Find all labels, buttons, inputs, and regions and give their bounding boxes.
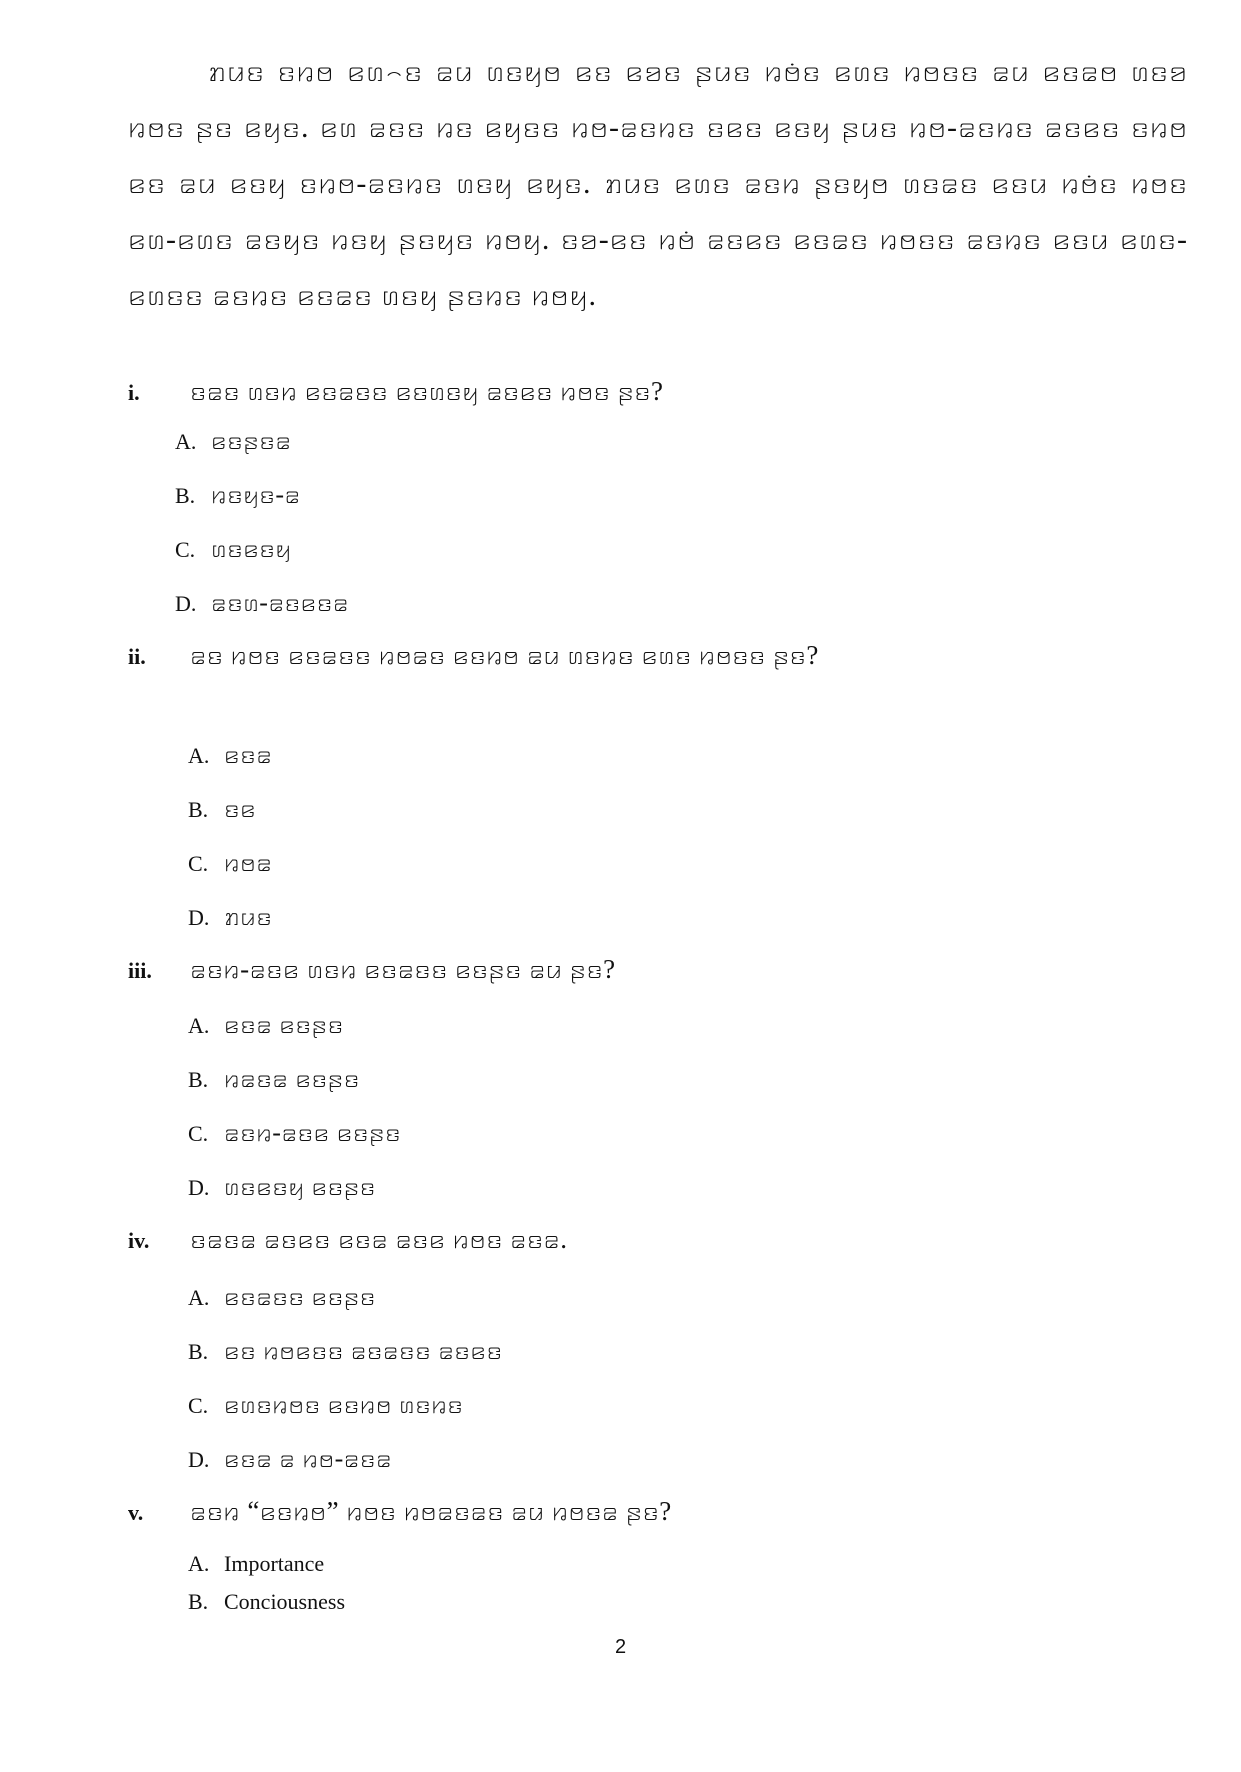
option-b[interactable] xyxy=(175,480,301,510)
option-c[interactable] xyxy=(175,534,292,564)
option-c[interactable] xyxy=(188,1118,401,1148)
option-text: ꤕꤢꤘ ꤘ ꤙꤥ-ꤘꤢꤘ xyxy=(224,1444,393,1473)
option-a[interactable] xyxy=(188,740,272,770)
option-letter: B. xyxy=(188,1067,209,1092)
question-text: ꤘꤢꤙ “ꤕꤢꤙꤥ” ꤙꤥꤢ ꤙꤥꤘꤢꤘꤢ ꤘꤣ ꤙꤥꤢꤘ ꤔꤢ? xyxy=(190,1496,672,1526)
option-text: ꤕꤢ ꤙꤥꤕꤢꤢ ꤘꤢꤘꤢꤢ ꤘꤢꤕꤢ xyxy=(224,1336,503,1365)
option-text: ꤢꤕ xyxy=(224,794,257,823)
option-text: ꤛꤢꤕꤢꤟ xyxy=(211,534,292,563)
option-letter: C. xyxy=(175,537,196,562)
option-letter: A. xyxy=(175,429,197,454)
option-b[interactable] xyxy=(188,1064,360,1094)
option-letter: B. xyxy=(175,483,196,508)
passage-text: ꤊꤣꤢ ꤢꤙꤥ ꤕꤛ꤮ꤢ ꤘꤣ ꤛꤢꤟꤥ ꤕꤢ ꤕꤤꤢ ꤔꤣꤢ ꤙꤥꤦꤢ ꤕꤛꤢ ꤙꤥꤢꤢ ꤘꤣ ꤕꤢꤘꤥ ꤛꤢꤤ ꤙꤥꤢ ꤔꤢ ꤕꤟꤢ. ꤕꤛ ꤘꤢꤢ ꤙꤢ ꤕꤟꤢꤢ ꤙꤥ-ꤘꤢꤙꤢ ꤢꤕꤢ ꤕꤢꤟ ꤔꤣꤢ ꤙꤥ-ꤘꤢꤙꤢ ꤘꤢꤕꤢ ꤢꤙꤥ ꤕꤢ ꤘꤣ ꤕꤢꤟ ꤢꤙꤥ-ꤘꤢꤙꤢ ꤛꤢꤟ ꤕꤟꤢ. ꤊꤣꤢ ꤕꤛꤢ ꤘꤢꤙ ꤔꤢꤟꤥ ꤛꤢꤘꤢ ꤕꤢꤣ ꤙꤥꤦꤢ ꤙꤥꤢ ꤕꤛ-ꤕꤛꤢ ꤘꤢꤟꤢ ꤙꤢꤟ ꤔꤢꤟꤢ ꤙꤥꤟ. ꤢꤤ-ꤕꤢ ꤙꤥꤦ ꤘꤢꤕꤢ ꤕꤢꤘꤢ ꤙꤥꤢꤢ ꤘꤢꤙꤢ ꤕꤢꤣ ꤕꤛꤢ-ꤕꤛꤢꤢ ꤘꤢꤙꤢ ꤕꤢꤘꤢ ꤛꤢꤟ ꤔꤢꤙꤢ ꤙꤥꤟ. xyxy=(128,55,1188,312)
option-text: ꤙꤥꤘ xyxy=(224,848,273,877)
option-letter: D. xyxy=(188,1175,210,1200)
question-1 xyxy=(128,376,1188,407)
option-letter: B. xyxy=(188,1589,209,1614)
question-number: v. xyxy=(128,1500,144,1525)
question-text: ꤢꤘꤢ ꤛꤢꤙ ꤕꤢꤘꤢꤢ ꤕꤢꤛꤢꤟ ꤘꤢꤕꤢ ꤙꤥꤢ ꤔꤢ? xyxy=(190,376,664,406)
option-letter: A. xyxy=(188,1551,210,1576)
option-d[interactable] xyxy=(188,902,272,932)
option-letter: A. xyxy=(188,1013,210,1038)
option-b[interactable] xyxy=(188,1336,503,1366)
option-letter: D. xyxy=(188,905,210,930)
option-letter: B. xyxy=(188,797,209,822)
question-number: ii. xyxy=(128,644,146,669)
option-a[interactable] xyxy=(188,1550,324,1578)
option-text: ꤊꤣꤢ xyxy=(224,902,273,931)
question-3 xyxy=(128,954,1188,985)
option-letter: A. xyxy=(188,1285,210,1310)
question-4 xyxy=(128,1224,1188,1255)
question-2 xyxy=(128,640,1188,671)
question-text: ꤢꤘꤢꤘ ꤘꤢꤕꤢ ꤕꤢꤘ ꤘꤢꤕ ꤙꤥꤢ ꤘꤢꤘ. xyxy=(190,1224,568,1254)
option-text: ꤙꤘꤢꤘ ꤕꤢꤔꤢ xyxy=(224,1064,360,1093)
option-text: ꤕꤢꤘ ꤕꤢꤔꤢ xyxy=(224,1010,344,1039)
option-c[interactable] xyxy=(188,1390,463,1420)
option-text: Conciousness xyxy=(224,1589,345,1614)
question-5 xyxy=(128,1496,1188,1527)
option-letter: A. xyxy=(188,743,210,768)
option-text: ꤕꤢꤘꤢꤢ ꤕꤢꤔꤢ xyxy=(224,1282,376,1311)
option-text: ꤘꤢꤙ-ꤘꤢꤕ ꤕꤢꤔꤢ xyxy=(224,1118,402,1147)
option-a[interactable] xyxy=(188,1282,376,1312)
option-d[interactable] xyxy=(175,588,349,618)
option-letter: C. xyxy=(188,1393,209,1418)
option-letter: D. xyxy=(188,1447,210,1472)
option-letter: D. xyxy=(175,591,197,616)
option-text: Importance xyxy=(224,1551,325,1576)
option-letter: C. xyxy=(188,1121,209,1146)
option-a[interactable] xyxy=(175,426,292,456)
reading-passage xyxy=(128,44,1188,324)
option-text: ꤛꤢꤕꤢꤟ ꤕꤢꤔꤢ xyxy=(224,1172,376,1201)
question-number: i. xyxy=(128,380,140,405)
question-number: iii. xyxy=(128,958,152,983)
option-text: ꤘꤢꤛ-ꤘꤢꤕꤢꤘ xyxy=(211,588,349,617)
question-text: ꤘꤢꤙ-ꤘꤢꤕ ꤛꤢꤙ ꤕꤢꤘꤢꤢ ꤕꤢꤔꤢ ꤘꤣ ꤔꤢ? xyxy=(190,954,616,984)
option-text: ꤕꤢꤘ xyxy=(224,740,273,769)
option-d[interactable] xyxy=(188,1444,392,1474)
question-number: iv. xyxy=(128,1228,150,1253)
option-letter: C. xyxy=(188,851,209,876)
option-letter: B. xyxy=(188,1339,209,1364)
option-d[interactable] xyxy=(188,1172,376,1202)
option-a[interactable] xyxy=(188,1010,344,1040)
option-c[interactable] xyxy=(188,848,272,878)
option-b[interactable] xyxy=(188,794,256,824)
page-number: 2 xyxy=(614,1636,627,1658)
option-b[interactable] xyxy=(188,1588,345,1616)
question-text: ꤘꤢ ꤙꤥꤢ ꤕꤢꤘꤢꤢ ꤙꤥꤘꤢ ꤕꤢꤙꤥ ꤘꤣ ꤛꤢꤙꤢ ꤕꤛꤢ ꤙꤥꤢꤢ ꤔꤢ? xyxy=(190,640,819,670)
option-text: ꤕꤛꤢꤙꤥꤢ ꤕꤢꤙꤥ ꤛꤢꤙꤢ xyxy=(224,1390,464,1419)
option-text: ꤕꤢꤔꤢꤘ xyxy=(211,426,292,455)
option-text: ꤙꤢꤟꤢ-ꤘ xyxy=(211,480,301,509)
